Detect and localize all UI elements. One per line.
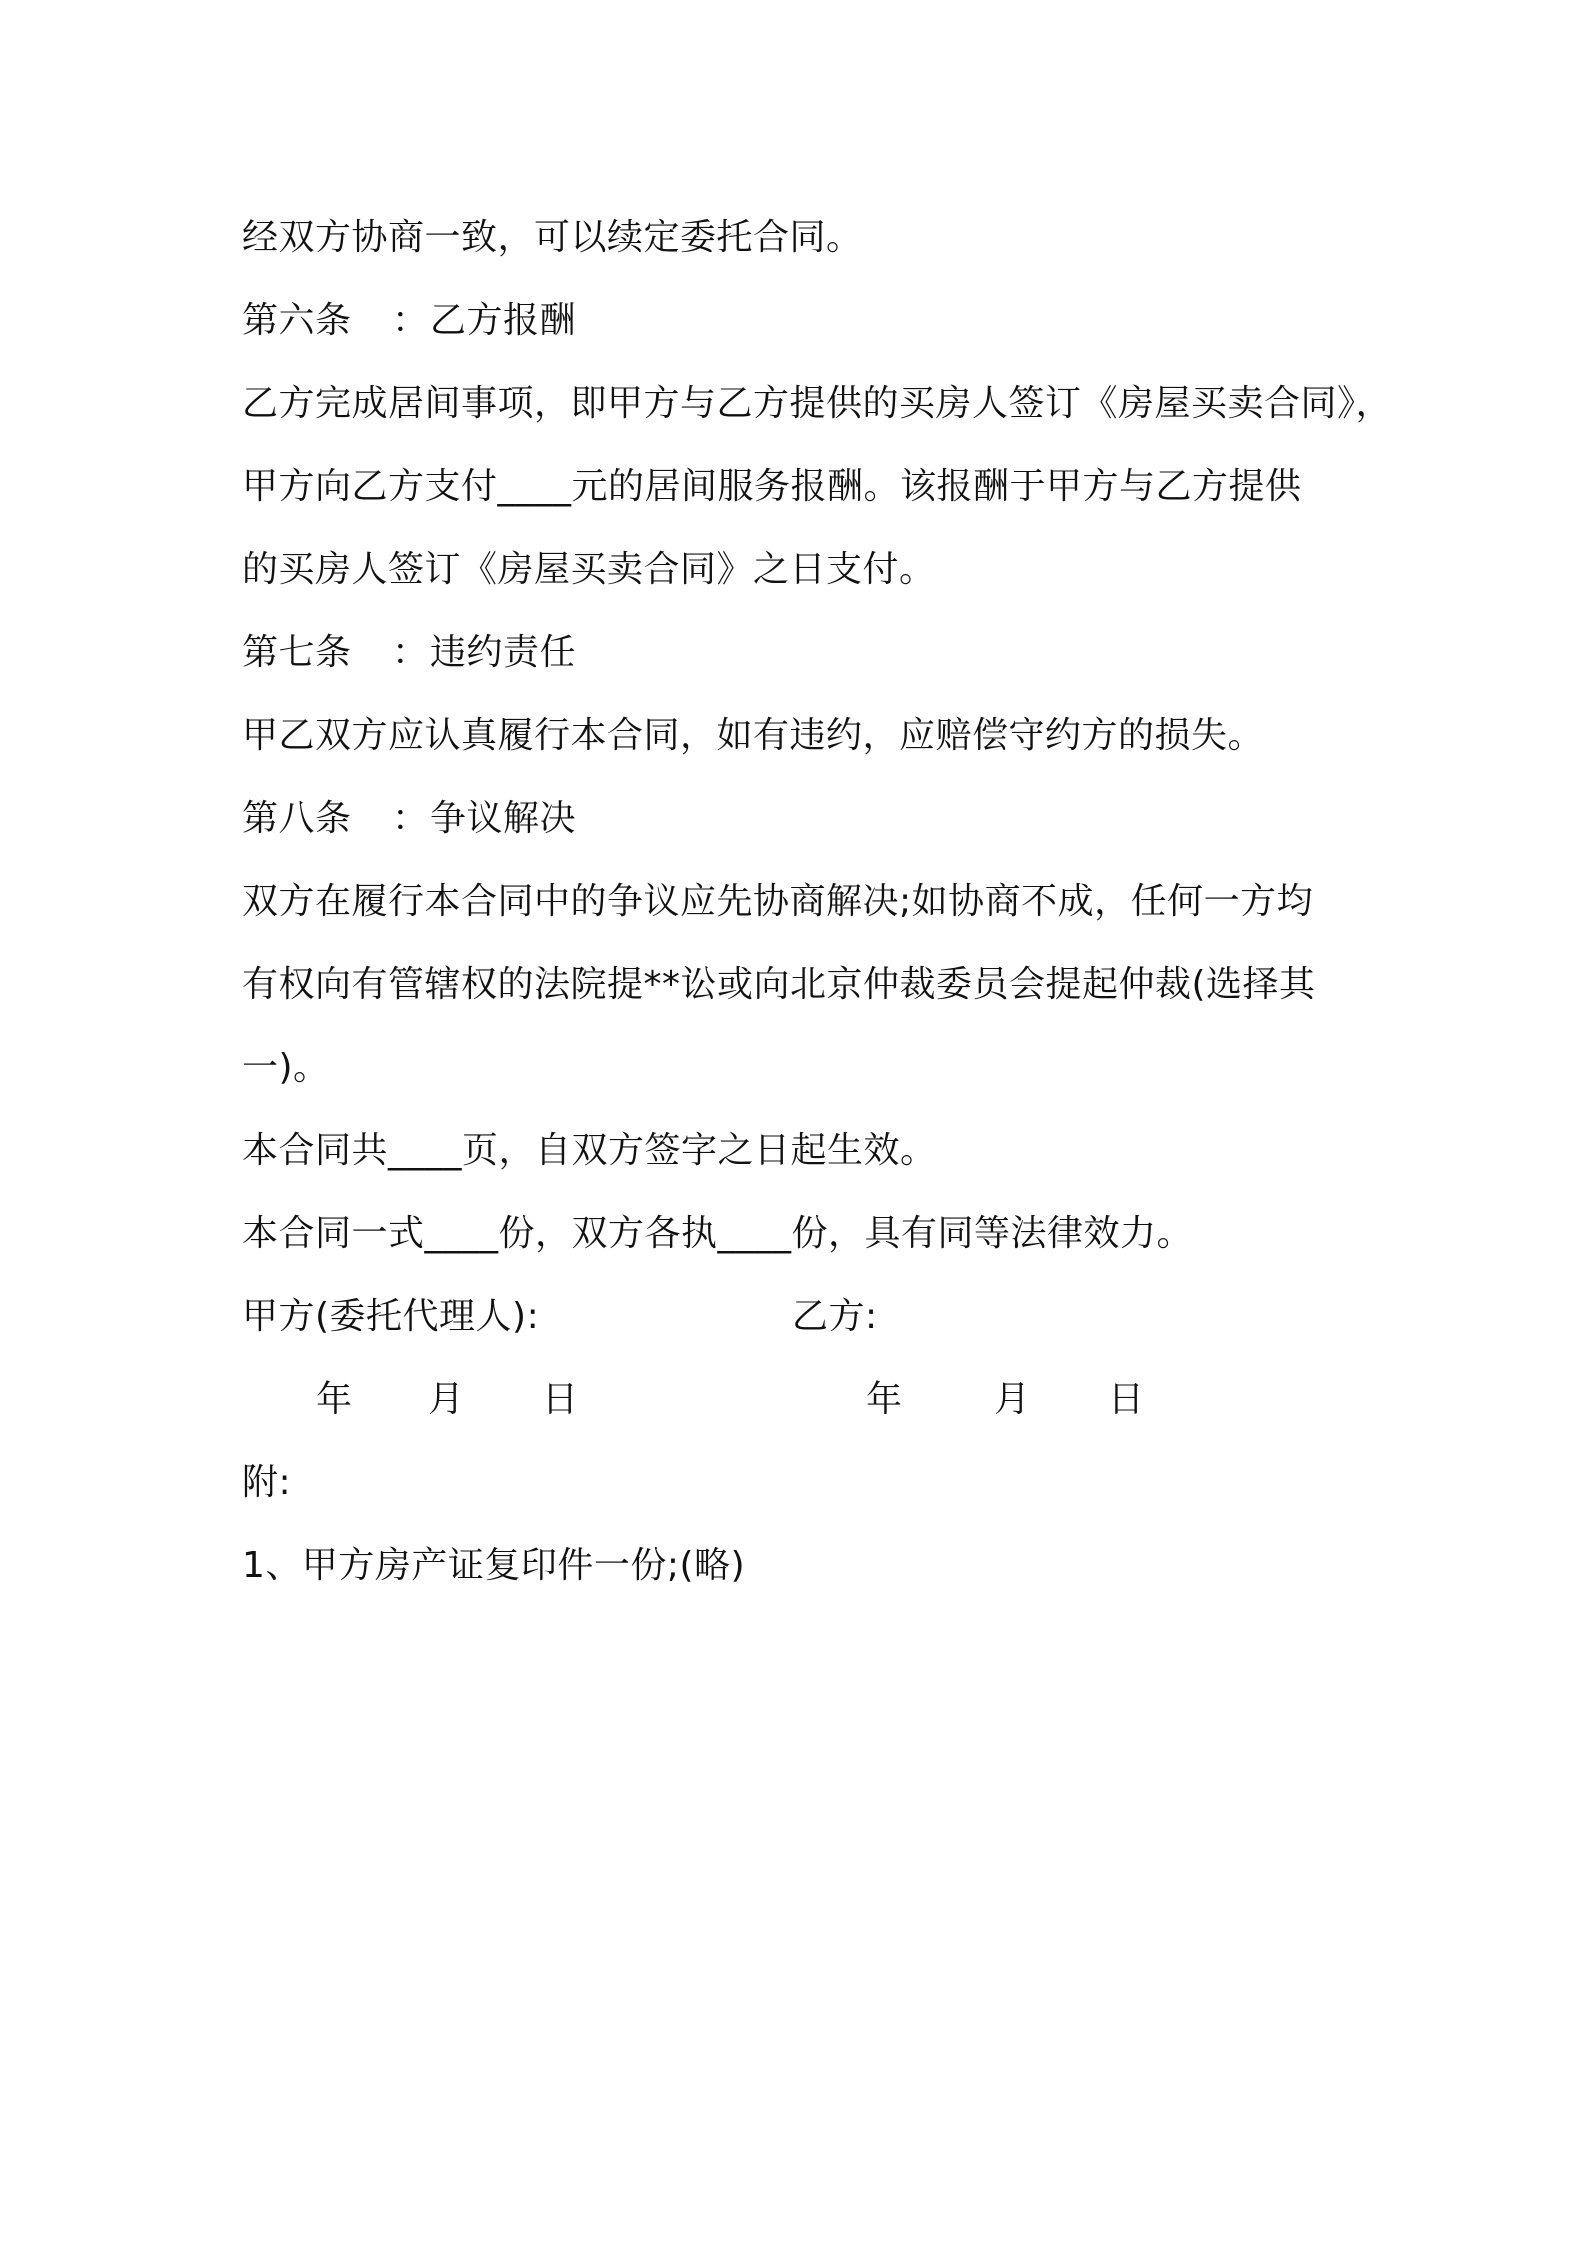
article-6-number: 第六条	[242, 300, 352, 341]
article-7-colon: ：	[392, 632, 429, 673]
attachment-label: 附:	[242, 1462, 292, 1503]
article-8-title: 争议解决	[430, 798, 577, 839]
signature-row	[242, 1275, 1392, 1358]
article-7-text: 甲乙双方应认真履行本合同，如有违约，应赔偿守约方的损失。	[242, 715, 1265, 756]
article-6-text-line-2: 甲方向乙方支付____元的居间服务报酬。该报酬于甲方与乙方提供	[242, 466, 1302, 507]
article-7-title: 违约责任	[430, 632, 577, 673]
article-8-number: 第八条	[242, 798, 352, 839]
article-6-colon: ：	[392, 300, 429, 341]
page-count-clause: 本合同共____页，自双方签字之日起生效。	[242, 1130, 937, 1171]
document-body	[242, 196, 1392, 1607]
party-a-month-label: 月	[428, 1379, 465, 1420]
copies-clause: 本合同一式____份，双方各执____份，具有同等法律效力。	[242, 1213, 1194, 1254]
party-a-signature-label: 甲方(委托代理人):	[242, 1296, 540, 1337]
party-b-signature-label: 乙方:	[792, 1296, 878, 1337]
article-8-colon: ：	[392, 798, 429, 839]
article-6-title: 乙方报酬	[430, 300, 577, 341]
date-row	[242, 1358, 1392, 1441]
party-b-year-label: 年	[866, 1379, 903, 1420]
article-6-heading	[242, 279, 1392, 362]
article-6-text-line-1: 乙方完成居间事项，即甲方与乙方提供的买房人签订《房屋买卖合同》，	[242, 383, 1393, 424]
party-b-month-label: 月	[994, 1379, 1031, 1420]
paragraph-renewal: 经双方协商一致，可以续定委托合同。	[242, 217, 863, 258]
article-8-heading	[242, 777, 1392, 860]
party-a-year-label: 年	[316, 1379, 353, 1420]
article-7-number: 第七条	[242, 632, 352, 673]
attachment-item: 1、甲方房产证复印件一份;(略)	[242, 1545, 746, 1586]
party-b-day-label: 日	[1108, 1379, 1145, 1420]
article-8-text-line-3: 一)。	[242, 1047, 330, 1088]
article-7-heading	[242, 611, 1392, 694]
article-8-text-line-2: 有权向有管辖权的法院提**讼或向北京仲裁委员会提起仲裁(选择其	[242, 964, 1316, 1005]
party-a-day-label: 日	[542, 1379, 579, 1420]
article-8-text-line-1: 双方在履行本合同中的争议应先协商解决;如协商不成，任何一方均	[242, 881, 1314, 922]
article-6-text-line-3: 的买房人签订《房屋买卖合同》之日支付。	[242, 549, 936, 590]
